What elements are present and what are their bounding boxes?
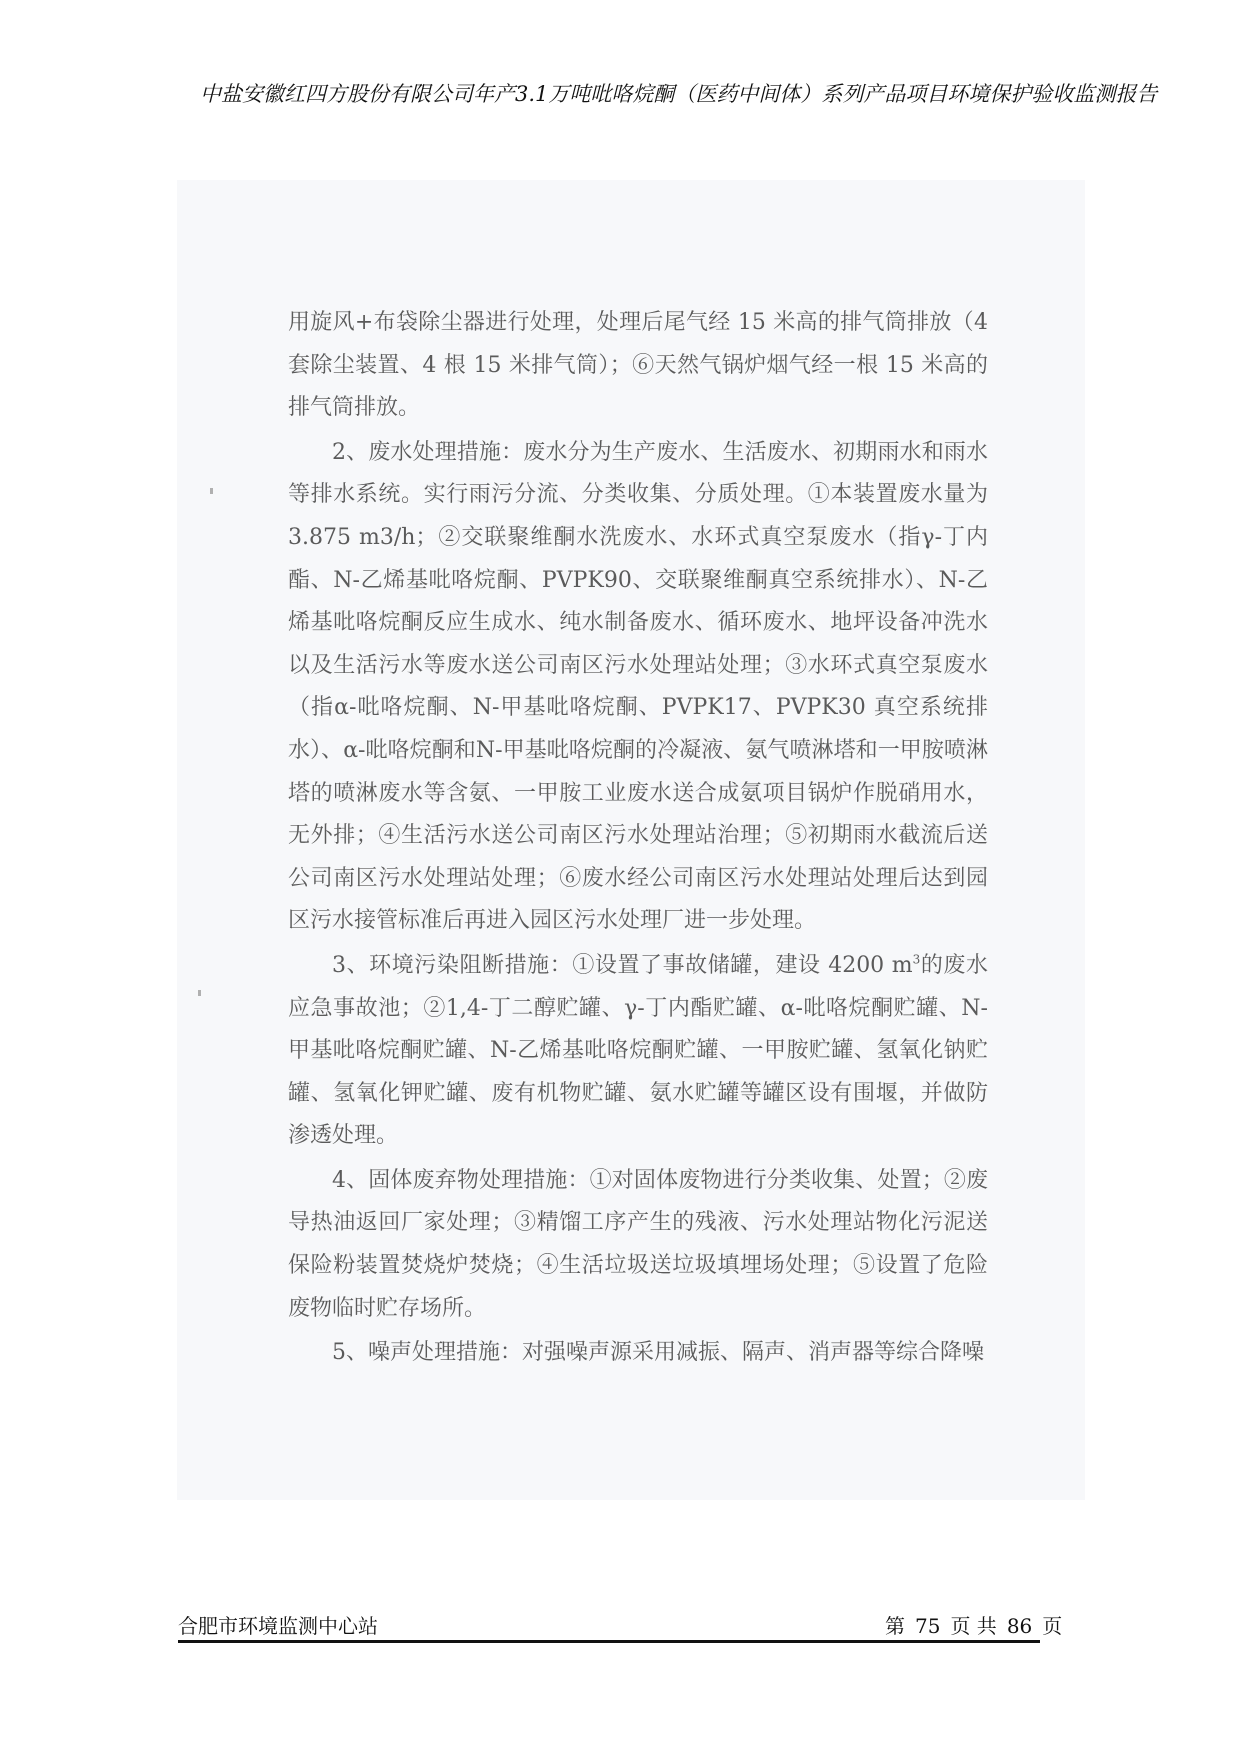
footer-rule <box>178 1640 1040 1643</box>
scan-speck <box>198 990 201 996</box>
page-mid: 页 共 <box>950 1614 997 1638</box>
page-prefix: 第 <box>885 1614 905 1638</box>
page-total: 86 <box>1006 1614 1033 1638</box>
paragraph-2-wastewater: 2、废水处理措施：废水分为生产废水、生活废水、初期雨水和雨水等排水系统。实行雨污分流、分类收集、分质处理。①本装置废水量为 3.875 m3/h；②交联聚维酮水洗废水、水环式真空泵废水（指γ-丁内酯、N-乙烯基吡咯烷酮、PVPK90、交联聚维酮真空系统排水）、N-乙烯基吡咯烷酮反应生成水、纯水制备废水、循环废水、地坪设备冲洗水以及生活污水等废水送公司南区污水处理站处理；③水环式真空泵废水（指α-吡咯烷酮、N-甲基吡咯烷酮、PVPK17、PVPK30 真空系统排水）、α-吡咯烷酮和N-甲基吡咯烷酮的冷凝液、氨气喷淋塔和一甲胺喷淋塔的喷淋废水等含氨、一甲胺工业废水送合成氨项目锅炉作脱硝用水，无外排；④生活污水送公司南区污水处理站治理；⑤初期雨水截流后送公司南区污水处理站处理；⑥废水经公司南区污水处理站处理后达到园区污水接管标准后再进入园区污水处理厂进一步处理。 <box>288 439 988 934</box>
page-suffix: 页 <box>1042 1614 1063 1638</box>
footer-organization: 合肥市环境监测中心站 <box>178 1614 378 1638</box>
paragraph-1: 用旋风+布袋除尘器进行处理，处理后尾气经 15 米高的排气筒排放（4 套除尘装置、4 根 15 米排气筒）；⑥天然气锅炉烟气经一根 15 米高的排气筒排放。 <box>288 310 988 421</box>
scan-speck <box>210 488 213 494</box>
paragraph-3-pollution-blocking <box>288 945 988 1158</box>
p3-text-before: 3、环境污染阻断措施：①设置了事故储罐，建设 4200 m <box>332 952 913 978</box>
report-header-title: 中盐安徽红四方股份有限公司年产3.1万吨吡咯烷酮（医药中间体）系列产品项目环境保护验收监测报告 <box>200 82 1158 106</box>
footer-page-number <box>880 1610 1067 1639</box>
paragraph-5-noise: 5、噪声处理措施：对强噪声源采用减振、隔声、消声器等综合降噪 <box>332 1340 984 1366</box>
paragraph-4-solid-waste: 4、固体废弃物处理措施：①对固体废物进行分类收集、处置；②废导热油返回厂家处理；③精馏工序产生的残液、污水处理站物化污泥送保险粉装置焚烧炉焚烧；④生活垃圾送垃圾填埋场处理；⑤设置了危险废物临时贮存场所。 <box>288 1167 988 1321</box>
page-current: 75 <box>915 1614 941 1638</box>
p3-text-after: 的废水应急事故池；②1,4-丁二醇贮罐、γ-丁内酯贮罐、α-吡咯烷酮贮罐、N-甲基吡咯烷酮贮罐、N-乙烯基吡咯烷酮贮罐、一甲胺贮罐、氢氧化钠贮罐、氢氧化钾贮罐、废有机物贮罐、氨水贮罐等罐区设有围堰，并做防渗透处理。 <box>288 952 988 1149</box>
p3-superscript: 3 <box>912 952 921 967</box>
body-text <box>288 302 988 1377</box>
